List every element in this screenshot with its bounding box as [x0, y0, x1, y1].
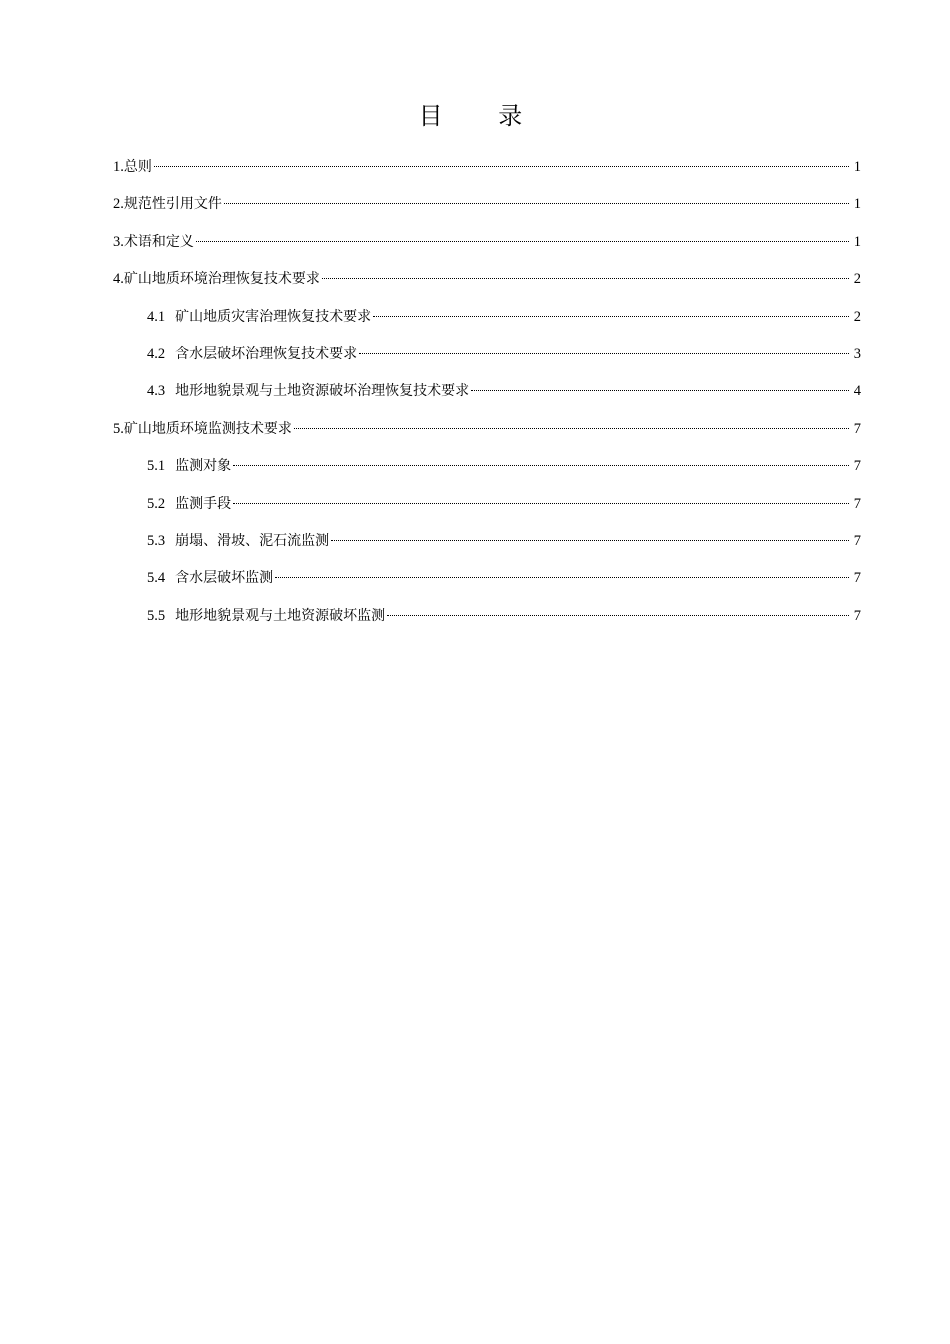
- table-of-contents: [113, 154, 861, 640]
- toc-entry-title: 含水层破坏治理恢复技术要求: [175, 345, 358, 362]
- toc-entry-page-number: 3: [853, 345, 861, 362]
- toc-entry[interactable]: [113, 191, 861, 228]
- toc-entry-number: 5.2: [147, 495, 166, 512]
- toc-entry-title: 含水层破坏监测: [175, 570, 274, 587]
- toc-entry-number: 5.: [113, 420, 124, 437]
- toc-entry-title: 监测对象: [175, 458, 232, 475]
- toc-entry-title: 规范性引用文件: [123, 196, 222, 213]
- toc-dot-leader: [294, 428, 849, 429]
- toc-entry-number: 4.2: [147, 345, 166, 362]
- toc-entry-page-number: 7: [853, 495, 861, 512]
- toc-entry-page-number: 2: [853, 308, 861, 325]
- toc-entry[interactable]: [113, 154, 861, 191]
- toc-entry[interactable]: [113, 491, 861, 528]
- toc-dot-leader: [233, 503, 849, 504]
- toc-dot-leader: [196, 241, 849, 242]
- toc-entry[interactable]: [113, 341, 861, 378]
- toc-entry-page-number: 4: [853, 383, 861, 400]
- toc-entry-page-number: 7: [853, 420, 861, 437]
- toc-dot-leader: [471, 390, 849, 391]
- toc-entry-page-number: 7: [853, 570, 861, 587]
- toc-dot-leader: [275, 577, 849, 578]
- toc-dot-leader: [224, 203, 849, 204]
- toc-entry[interactable]: [113, 416, 861, 453]
- toc-dot-leader: [373, 316, 849, 317]
- toc-entry-title: 术语和定义: [123, 233, 194, 250]
- toc-entry[interactable]: [113, 266, 861, 303]
- toc-entry-page-number: 7: [853, 458, 861, 475]
- toc-entry-title: 监测手段: [175, 495, 232, 512]
- toc-dot-leader: [322, 278, 849, 279]
- toc-entry-page-number: 2: [853, 271, 861, 288]
- toc-entry-page-number: 7: [853, 607, 861, 624]
- toc-entry-title: 崩塌、滑坡、泥石流监测: [175, 532, 330, 549]
- toc-entry[interactable]: [113, 304, 861, 341]
- toc-entry-number: 4.3: [147, 383, 166, 400]
- toc-entry[interactable]: [113, 603, 861, 640]
- toc-dot-leader: [359, 353, 849, 354]
- toc-entry-page-number: 1: [853, 233, 861, 250]
- toc-entry[interactable]: [113, 453, 861, 490]
- toc-entry[interactable]: [113, 528, 861, 565]
- toc-dot-leader: [233, 465, 849, 466]
- toc-entry-number: 1.: [113, 159, 124, 175]
- toc-entry[interactable]: [113, 565, 861, 602]
- toc-title: 目 录: [418, 102, 547, 130]
- toc-entry-number: 5.3: [147, 532, 166, 549]
- toc-entry-number: 5.4: [147, 570, 166, 587]
- toc-dot-leader: [331, 540, 849, 541]
- toc-entry-page-number: 1: [853, 196, 861, 213]
- toc-entry-title: 矿山地质环境监测技术要求: [123, 420, 292, 437]
- toc-entry-number: 5.5: [147, 607, 166, 624]
- toc-entry-title: 总则: [123, 159, 152, 175]
- toc-entry-number: 5.1: [147, 458, 166, 475]
- toc-dot-leader: [154, 166, 849, 167]
- toc-entry-number: 2.: [113, 196, 124, 213]
- toc-entry-title: 地形地貌景观与土地资源破坏治理恢复技术要求: [175, 383, 470, 400]
- toc-entry-number: 4.1: [147, 308, 166, 325]
- toc-entry[interactable]: [113, 229, 861, 266]
- toc-entry-title: 矿山地质灾害治理恢复技术要求: [175, 308, 372, 325]
- toc-entry-number: 3.: [113, 233, 124, 250]
- toc-entry-number: 4.: [113, 271, 124, 288]
- toc-dot-leader: [387, 615, 849, 616]
- toc-entry-page-number: 7: [853, 532, 861, 549]
- toc-entry-title: 地形地貌景观与土地资源破坏监测: [175, 607, 386, 624]
- toc-entry[interactable]: [113, 378, 861, 415]
- toc-entry-page-number: 1: [853, 159, 861, 175]
- toc-entry-title: 矿山地质环境治理恢复技术要求: [123, 271, 320, 288]
